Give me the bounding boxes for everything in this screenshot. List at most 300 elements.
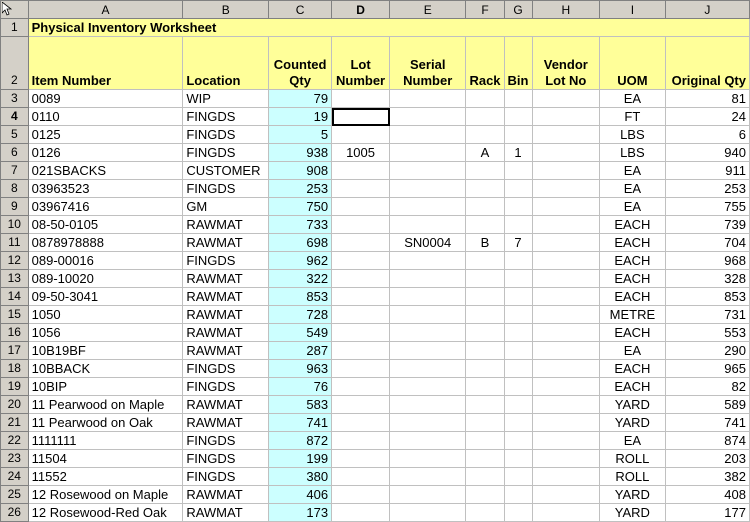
cell-serial-number[interactable] xyxy=(390,180,466,198)
header-bin[interactable]: Bin xyxy=(504,37,532,90)
cell-location[interactable]: FINGDS xyxy=(183,360,269,378)
cell-original-qty[interactable]: 6 xyxy=(665,126,749,144)
cell-uom[interactable]: EACH xyxy=(600,288,666,306)
table-row xyxy=(1,504,750,522)
cell-vendor-lot[interactable] xyxy=(532,180,600,198)
row-header[interactable]: 4 xyxy=(1,108,29,126)
cell-original-qty[interactable]: 731 xyxy=(665,306,749,324)
cell-serial-number[interactable] xyxy=(390,342,466,360)
column-header-b[interactable]: B xyxy=(183,1,269,19)
cell-lot-number[interactable] xyxy=(332,450,390,468)
cell-serial-number[interactable] xyxy=(390,378,466,396)
cell-uom[interactable]: YARD xyxy=(600,396,666,414)
column-header-e[interactable]: E xyxy=(390,1,466,19)
cell-counted-qty[interactable]: 19 xyxy=(269,108,332,126)
cell-original-qty[interactable]: 965 xyxy=(665,360,749,378)
header-vendor-lot[interactable]: Vendor Lot No xyxy=(532,37,600,90)
cell-serial-number[interactable] xyxy=(390,288,466,306)
cell-lot-number[interactable] xyxy=(332,378,390,396)
row-header[interactable]: 9 xyxy=(1,198,29,216)
cell-bin[interactable]: 1 xyxy=(504,144,532,162)
cell-serial-number[interactable] xyxy=(390,252,466,270)
cell-rack[interactable] xyxy=(466,162,504,180)
cell-counted-qty[interactable]: 173 xyxy=(269,504,332,522)
cell-rack[interactable] xyxy=(466,342,504,360)
cell-bin[interactable] xyxy=(504,468,532,486)
cell-serial-number[interactable] xyxy=(390,468,466,486)
cell-counted-qty[interactable]: 872 xyxy=(269,432,332,450)
cell-item-number[interactable]: 11 Pearwood on Maple xyxy=(28,396,183,414)
cell-vendor-lot[interactable] xyxy=(532,216,600,234)
cell-original-qty[interactable]: 408 xyxy=(665,486,749,504)
sheet-title[interactable]: Physical Inventory Worksheet xyxy=(28,19,749,37)
cell-rack[interactable] xyxy=(466,414,504,432)
cell-lot-number[interactable] xyxy=(332,180,390,198)
cell-uom[interactable]: EA xyxy=(600,180,666,198)
cell-counted-qty[interactable]: 406 xyxy=(269,486,332,504)
cell-location[interactable]: FINGDS xyxy=(183,450,269,468)
cell-serial-number[interactable] xyxy=(390,324,466,342)
cell-serial-number[interactable] xyxy=(390,90,466,108)
cell-counted-qty[interactable]: 853 xyxy=(269,288,332,306)
cell-bin[interactable] xyxy=(504,288,532,306)
row-header[interactable]: 5 xyxy=(1,126,29,144)
cell-lot-number[interactable] xyxy=(332,414,390,432)
cell-counted-qty[interactable]: 322 xyxy=(269,270,332,288)
cell-rack[interactable] xyxy=(466,450,504,468)
header-original-qty[interactable]: Original Qty xyxy=(665,37,749,90)
cell-uom[interactable]: LBS xyxy=(600,126,666,144)
cell-location[interactable]: WIP xyxy=(183,90,269,108)
cell-uom[interactable]: ROLL xyxy=(600,450,666,468)
cell-vendor-lot[interactable] xyxy=(532,414,600,432)
cell-vendor-lot[interactable] xyxy=(532,324,600,342)
row-header[interactable]: 11 xyxy=(1,234,29,252)
cell-uom[interactable]: EA xyxy=(600,198,666,216)
cell-bin[interactable] xyxy=(504,180,532,198)
cell-location[interactable]: RAWMAT xyxy=(183,396,269,414)
cell-item-number[interactable]: 11 Pearwood on Oak xyxy=(28,414,183,432)
cell-serial-number[interactable] xyxy=(390,306,466,324)
cell-bin[interactable] xyxy=(504,486,532,504)
row-header[interactable]: 26 xyxy=(1,504,29,522)
cell-rack[interactable] xyxy=(466,126,504,144)
cell-counted-qty[interactable]: 549 xyxy=(269,324,332,342)
column-header-i[interactable]: I xyxy=(600,1,666,19)
cell-counted-qty[interactable]: 5 xyxy=(269,126,332,144)
cell-bin[interactable] xyxy=(504,360,532,378)
cell-lot-number[interactable] xyxy=(332,234,390,252)
cell-uom[interactable]: EACH xyxy=(600,360,666,378)
cell-original-qty[interactable]: 968 xyxy=(665,252,749,270)
cell-rack[interactable] xyxy=(466,378,504,396)
cell-item-number[interactable]: 1111111 xyxy=(28,432,183,450)
cell-vendor-lot[interactable] xyxy=(532,396,600,414)
row-header[interactable]: 7 xyxy=(1,162,29,180)
row-header[interactable]: 6 xyxy=(1,144,29,162)
cell-rack[interactable] xyxy=(466,306,504,324)
cell-item-number[interactable]: 12 Rosewood-Red Oak xyxy=(28,504,183,522)
cell-counted-qty[interactable]: 199 xyxy=(269,450,332,468)
cell-bin[interactable] xyxy=(504,126,532,144)
cell-rack[interactable]: B xyxy=(466,234,504,252)
cell-item-number[interactable]: 08-50-0105 xyxy=(28,216,183,234)
cell-original-qty[interactable]: 253 xyxy=(665,180,749,198)
row-header[interactable]: 20 xyxy=(1,396,29,414)
cell-location[interactable]: RAWMAT xyxy=(183,342,269,360)
table-row xyxy=(1,252,750,270)
cell-bin[interactable] xyxy=(504,342,532,360)
cell-rack[interactable]: A xyxy=(466,144,504,162)
cell-counted-qty[interactable]: 698 xyxy=(269,234,332,252)
cell-serial-number[interactable] xyxy=(390,360,466,378)
cell-serial-number[interactable] xyxy=(390,270,466,288)
cell-lot-number[interactable] xyxy=(332,504,390,522)
row-header[interactable]: 12 xyxy=(1,252,29,270)
cell-rack[interactable] xyxy=(466,432,504,450)
cell-vendor-lot[interactable] xyxy=(532,468,600,486)
cell-uom[interactable]: EACH xyxy=(600,234,666,252)
header-row xyxy=(1,37,750,90)
cell-location[interactable]: RAWMAT xyxy=(183,486,269,504)
row-header[interactable]: 1 xyxy=(1,19,29,37)
row-header[interactable]: 23 xyxy=(1,450,29,468)
cell-uom[interactable]: EA xyxy=(600,162,666,180)
cell-location[interactable]: RAWMAT xyxy=(183,324,269,342)
cell-bin[interactable] xyxy=(504,270,532,288)
cell-uom[interactable]: EACH xyxy=(600,216,666,234)
cell-bin[interactable] xyxy=(504,108,532,126)
cell-lot-number[interactable] xyxy=(332,396,390,414)
table-row xyxy=(1,216,750,234)
cell-location[interactable]: RAWMAT xyxy=(183,414,269,432)
cell-item-number[interactable]: 10BBACK xyxy=(28,360,183,378)
cell-item-number[interactable]: 021SBACKS xyxy=(28,162,183,180)
row-header[interactable]: 13 xyxy=(1,270,29,288)
table-row xyxy=(1,360,750,378)
column-header-c[interactable]: C xyxy=(269,1,332,19)
row-header[interactable]: 2 xyxy=(1,37,29,90)
cell-lot-number[interactable] xyxy=(332,270,390,288)
cell-bin[interactable] xyxy=(504,162,532,180)
cell-serial-number[interactable]: SN0004 xyxy=(390,234,466,252)
header-item-number[interactable]: Item Number xyxy=(28,37,183,90)
cell-original-qty[interactable]: 290 xyxy=(665,342,749,360)
cell-rack[interactable] xyxy=(466,108,504,126)
cell-vendor-lot[interactable] xyxy=(532,234,600,252)
row-header[interactable]: 25 xyxy=(1,486,29,504)
cell-counted-qty[interactable]: 253 xyxy=(269,180,332,198)
cell-uom[interactable]: EA xyxy=(600,90,666,108)
row-header[interactable]: 21 xyxy=(1,414,29,432)
header-rack[interactable]: Rack xyxy=(466,37,504,90)
table-row xyxy=(1,396,750,414)
cell-vendor-lot[interactable] xyxy=(532,252,600,270)
cell-uom[interactable]: YARD xyxy=(600,414,666,432)
table-row xyxy=(1,90,750,108)
cell-uom[interactable]: LBS xyxy=(600,144,666,162)
cell-lot-number[interactable] xyxy=(332,432,390,450)
cell-original-qty[interactable]: 81 xyxy=(665,90,749,108)
row-header[interactable]: 15 xyxy=(1,306,29,324)
table-row xyxy=(1,234,750,252)
cell-counted-qty[interactable]: 962 xyxy=(269,252,332,270)
cell-item-number[interactable]: 0089 xyxy=(28,90,183,108)
cell-uom[interactable]: EACH xyxy=(600,252,666,270)
cell-location[interactable]: RAWMAT xyxy=(183,288,269,306)
cell-bin[interactable] xyxy=(504,252,532,270)
cell-original-qty[interactable]: 177 xyxy=(665,504,749,522)
cell-serial-number[interactable] xyxy=(390,108,466,126)
cell-item-number[interactable]: 10B19BF xyxy=(28,342,183,360)
cell-vendor-lot[interactable] xyxy=(532,504,600,522)
cell-original-qty[interactable]: 911 xyxy=(665,162,749,180)
cell-vendor-lot[interactable] xyxy=(532,162,600,180)
cell-lot-number[interactable] xyxy=(332,342,390,360)
cell-counted-qty[interactable]: 76 xyxy=(269,378,332,396)
cell-item-number[interactable]: 0126 xyxy=(28,144,183,162)
cell-location[interactable]: FINGDS xyxy=(183,468,269,486)
cell-serial-number[interactable] xyxy=(390,126,466,144)
cell-lot-number[interactable] xyxy=(332,252,390,270)
cell-vendor-lot[interactable] xyxy=(532,486,600,504)
cell-counted-qty[interactable]: 287 xyxy=(269,342,332,360)
cell-serial-number[interactable] xyxy=(390,504,466,522)
cell-location[interactable]: CUSTOMER xyxy=(183,162,269,180)
cell-counted-qty[interactable]: 583 xyxy=(269,396,332,414)
cell-rack[interactable] xyxy=(466,216,504,234)
cell-vendor-lot[interactable] xyxy=(532,288,600,306)
cell-serial-number[interactable] xyxy=(390,396,466,414)
cell-original-qty[interactable]: 704 xyxy=(665,234,749,252)
cell-item-number[interactable]: 11552 xyxy=(28,468,183,486)
cell-rack[interactable] xyxy=(466,252,504,270)
cell-location[interactable]: FINGDS xyxy=(183,378,269,396)
row-header[interactable]: 17 xyxy=(1,342,29,360)
cell-item-number[interactable]: 0878978888 xyxy=(28,234,183,252)
cell-item-number[interactable]: 12 Rosewood on Maple xyxy=(28,486,183,504)
cell-rack[interactable] xyxy=(466,324,504,342)
cell-vendor-lot[interactable] xyxy=(532,306,600,324)
cell-item-number[interactable]: 089-00016 xyxy=(28,252,183,270)
cell-location[interactable]: FINGDS xyxy=(183,108,269,126)
table-row xyxy=(1,486,750,504)
cell-serial-number[interactable] xyxy=(390,162,466,180)
cell-location[interactable]: RAWMAT xyxy=(183,306,269,324)
cell-counted-qty[interactable]: 741 xyxy=(269,414,332,432)
cell-original-qty[interactable]: 589 xyxy=(665,396,749,414)
cell-original-qty[interactable]: 874 xyxy=(665,432,749,450)
cell-bin[interactable] xyxy=(504,198,532,216)
cell-location[interactable]: RAWMAT xyxy=(183,270,269,288)
cell-rack[interactable] xyxy=(466,288,504,306)
cell-uom[interactable]: EACH xyxy=(600,324,666,342)
cell-rack[interactable] xyxy=(466,180,504,198)
cell-serial-number[interactable] xyxy=(390,216,466,234)
cell-counted-qty[interactable]: 938 xyxy=(269,144,332,162)
cell-counted-qty[interactable]: 728 xyxy=(269,306,332,324)
cell-item-number[interactable]: 09-50-3041 xyxy=(28,288,183,306)
cell-counted-qty[interactable]: 380 xyxy=(269,468,332,486)
cell-item-number[interactable]: 0110 xyxy=(28,108,183,126)
cell-counted-qty[interactable]: 733 xyxy=(269,216,332,234)
cell-lot-number[interactable] xyxy=(332,90,390,108)
header-uom[interactable]: UOM xyxy=(600,37,666,90)
table-row xyxy=(1,342,750,360)
column-header-g[interactable]: G xyxy=(504,1,532,19)
row-header[interactable]: 24 xyxy=(1,468,29,486)
cell-uom[interactable]: EACH xyxy=(600,270,666,288)
column-header-a[interactable]: A xyxy=(28,1,183,19)
cell-serial-number[interactable] xyxy=(390,414,466,432)
select-all-corner[interactable] xyxy=(1,1,29,19)
header-lot-number[interactable]: Lot Number xyxy=(332,37,390,90)
cell-item-number[interactable]: 1050 xyxy=(28,306,183,324)
cell-location[interactable]: FINGDS xyxy=(183,432,269,450)
cell-original-qty[interactable]: 741 xyxy=(665,414,749,432)
cell-rack[interactable] xyxy=(466,504,504,522)
row-header[interactable]: 3 xyxy=(1,90,29,108)
cell-location[interactable]: RAWMAT xyxy=(183,216,269,234)
cell-location[interactable]: FINGDS xyxy=(183,144,269,162)
cell-bin[interactable] xyxy=(504,450,532,468)
cell-bin[interactable] xyxy=(504,414,532,432)
cell-original-qty[interactable]: 755 xyxy=(665,198,749,216)
header-location[interactable]: Location xyxy=(183,37,269,90)
table-row xyxy=(1,468,750,486)
cell-item-number[interactable]: 03967416 xyxy=(28,198,183,216)
cell-counted-qty[interactable]: 750 xyxy=(269,198,332,216)
cell-uom[interactable]: EACH xyxy=(600,378,666,396)
cell-lot-number[interactable] xyxy=(332,198,390,216)
cell-vendor-lot[interactable] xyxy=(532,198,600,216)
cell-lot-number[interactable] xyxy=(332,288,390,306)
cell-rack[interactable] xyxy=(466,486,504,504)
cell-location[interactable]: FINGDS xyxy=(183,252,269,270)
cell-location[interactable]: RAWMAT xyxy=(183,234,269,252)
cell-serial-number[interactable] xyxy=(390,486,466,504)
cell-bin[interactable] xyxy=(504,378,532,396)
column-header-h[interactable]: H xyxy=(532,1,600,19)
cell-original-qty[interactable]: 553 xyxy=(665,324,749,342)
cell-location[interactable]: FINGDS xyxy=(183,180,269,198)
cell-uom[interactable]: FT xyxy=(600,108,666,126)
cell-serial-number[interactable] xyxy=(390,432,466,450)
row-header[interactable]: 8 xyxy=(1,180,29,198)
cell-uom[interactable]: ROLL xyxy=(600,468,666,486)
cell-lot-number[interactable] xyxy=(332,306,390,324)
row-header[interactable]: 19 xyxy=(1,378,29,396)
cell-original-qty[interactable]: 739 xyxy=(665,216,749,234)
cell-bin[interactable] xyxy=(504,306,532,324)
cell-uom[interactable]: EA xyxy=(600,432,666,450)
cell-item-number[interactable]: 0125 xyxy=(28,126,183,144)
cell-uom[interactable]: YARD xyxy=(600,486,666,504)
row-header[interactable]: 18 xyxy=(1,360,29,378)
cell-bin[interactable] xyxy=(504,504,532,522)
cell-bin[interactable] xyxy=(504,396,532,414)
cell-bin[interactable] xyxy=(504,216,532,234)
cell-item-number[interactable]: 089-10020 xyxy=(28,270,183,288)
cell-original-qty[interactable]: 940 xyxy=(665,144,749,162)
cell-vendor-lot[interactable] xyxy=(532,360,600,378)
cell-item-number[interactable]: 03963523 xyxy=(28,180,183,198)
cell-location[interactable]: FINGDS xyxy=(183,126,269,144)
cell-vendor-lot[interactable] xyxy=(532,450,600,468)
cell-location[interactable]: GM xyxy=(183,198,269,216)
cell-serial-number[interactable] xyxy=(390,450,466,468)
cell-lot-number[interactable] xyxy=(332,108,390,126)
cell-location[interactable]: RAWMAT xyxy=(183,504,269,522)
cell-lot-number[interactable] xyxy=(332,126,390,144)
cell-vendor-lot[interactable] xyxy=(532,270,600,288)
cell-lot-number[interactable] xyxy=(332,360,390,378)
cell-vendor-lot[interactable] xyxy=(532,378,600,396)
cell-uom[interactable]: YARD xyxy=(600,504,666,522)
cell-serial-number[interactable] xyxy=(390,144,466,162)
cell-bin[interactable] xyxy=(504,432,532,450)
cell-counted-qty[interactable]: 79 xyxy=(269,90,332,108)
cell-item-number[interactable]: 1056 xyxy=(28,324,183,342)
cell-rack[interactable] xyxy=(466,90,504,108)
cell-rack[interactable] xyxy=(466,270,504,288)
row-header[interactable]: 10 xyxy=(1,216,29,234)
cell-rack[interactable] xyxy=(466,360,504,378)
cell-original-qty[interactable]: 24 xyxy=(665,108,749,126)
cell-rack[interactable] xyxy=(466,396,504,414)
column-header-f[interactable]: F xyxy=(466,1,504,19)
cell-vendor-lot[interactable] xyxy=(532,144,600,162)
cell-lot-number[interactable] xyxy=(332,162,390,180)
cell-item-number[interactable]: 10BIP xyxy=(28,378,183,396)
row-header[interactable]: 16 xyxy=(1,324,29,342)
cell-uom[interactable]: EA xyxy=(600,342,666,360)
row-header[interactable]: 22 xyxy=(1,432,29,450)
cell-lot-number[interactable] xyxy=(332,216,390,234)
cell-item-number[interactable]: 11504 xyxy=(28,450,183,468)
cell-original-qty[interactable]: 328 xyxy=(665,270,749,288)
cell-rack[interactable] xyxy=(466,198,504,216)
cell-counted-qty[interactable]: 908 xyxy=(269,162,332,180)
cell-uom[interactable]: METRE xyxy=(600,306,666,324)
cell-vendor-lot[interactable] xyxy=(532,126,600,144)
cell-counted-qty[interactable]: 963 xyxy=(269,360,332,378)
cell-lot-number[interactable] xyxy=(332,468,390,486)
cell-original-qty[interactable]: 382 xyxy=(665,468,749,486)
column-header-d[interactable]: D xyxy=(332,1,390,19)
cell-rack[interactable] xyxy=(466,468,504,486)
cell-original-qty[interactable]: 853 xyxy=(665,288,749,306)
cell-lot-number[interactable] xyxy=(332,486,390,504)
header-counted-qty[interactable]: Counted Qty xyxy=(269,37,332,90)
cell-bin[interactable]: 7 xyxy=(504,234,532,252)
cell-bin[interactable] xyxy=(504,90,532,108)
cell-lot-number[interactable] xyxy=(332,324,390,342)
cell-bin[interactable] xyxy=(504,324,532,342)
header-serial-number[interactable]: Serial Number xyxy=(390,37,466,90)
table-row xyxy=(1,270,750,288)
cell-vendor-lot[interactable] xyxy=(532,90,600,108)
cell-vendor-lot[interactable] xyxy=(532,342,600,360)
cell-vendor-lot[interactable] xyxy=(532,432,600,450)
row-header[interactable]: 14 xyxy=(1,288,29,306)
column-header-j[interactable]: J xyxy=(665,1,749,19)
cell-lot-number[interactable]: 1005 xyxy=(332,144,390,162)
cell-vendor-lot[interactable] xyxy=(532,108,600,126)
cell-original-qty[interactable]: 203 xyxy=(665,450,749,468)
cell-serial-number[interactable] xyxy=(390,198,466,216)
cell-original-qty[interactable]: 82 xyxy=(665,378,749,396)
